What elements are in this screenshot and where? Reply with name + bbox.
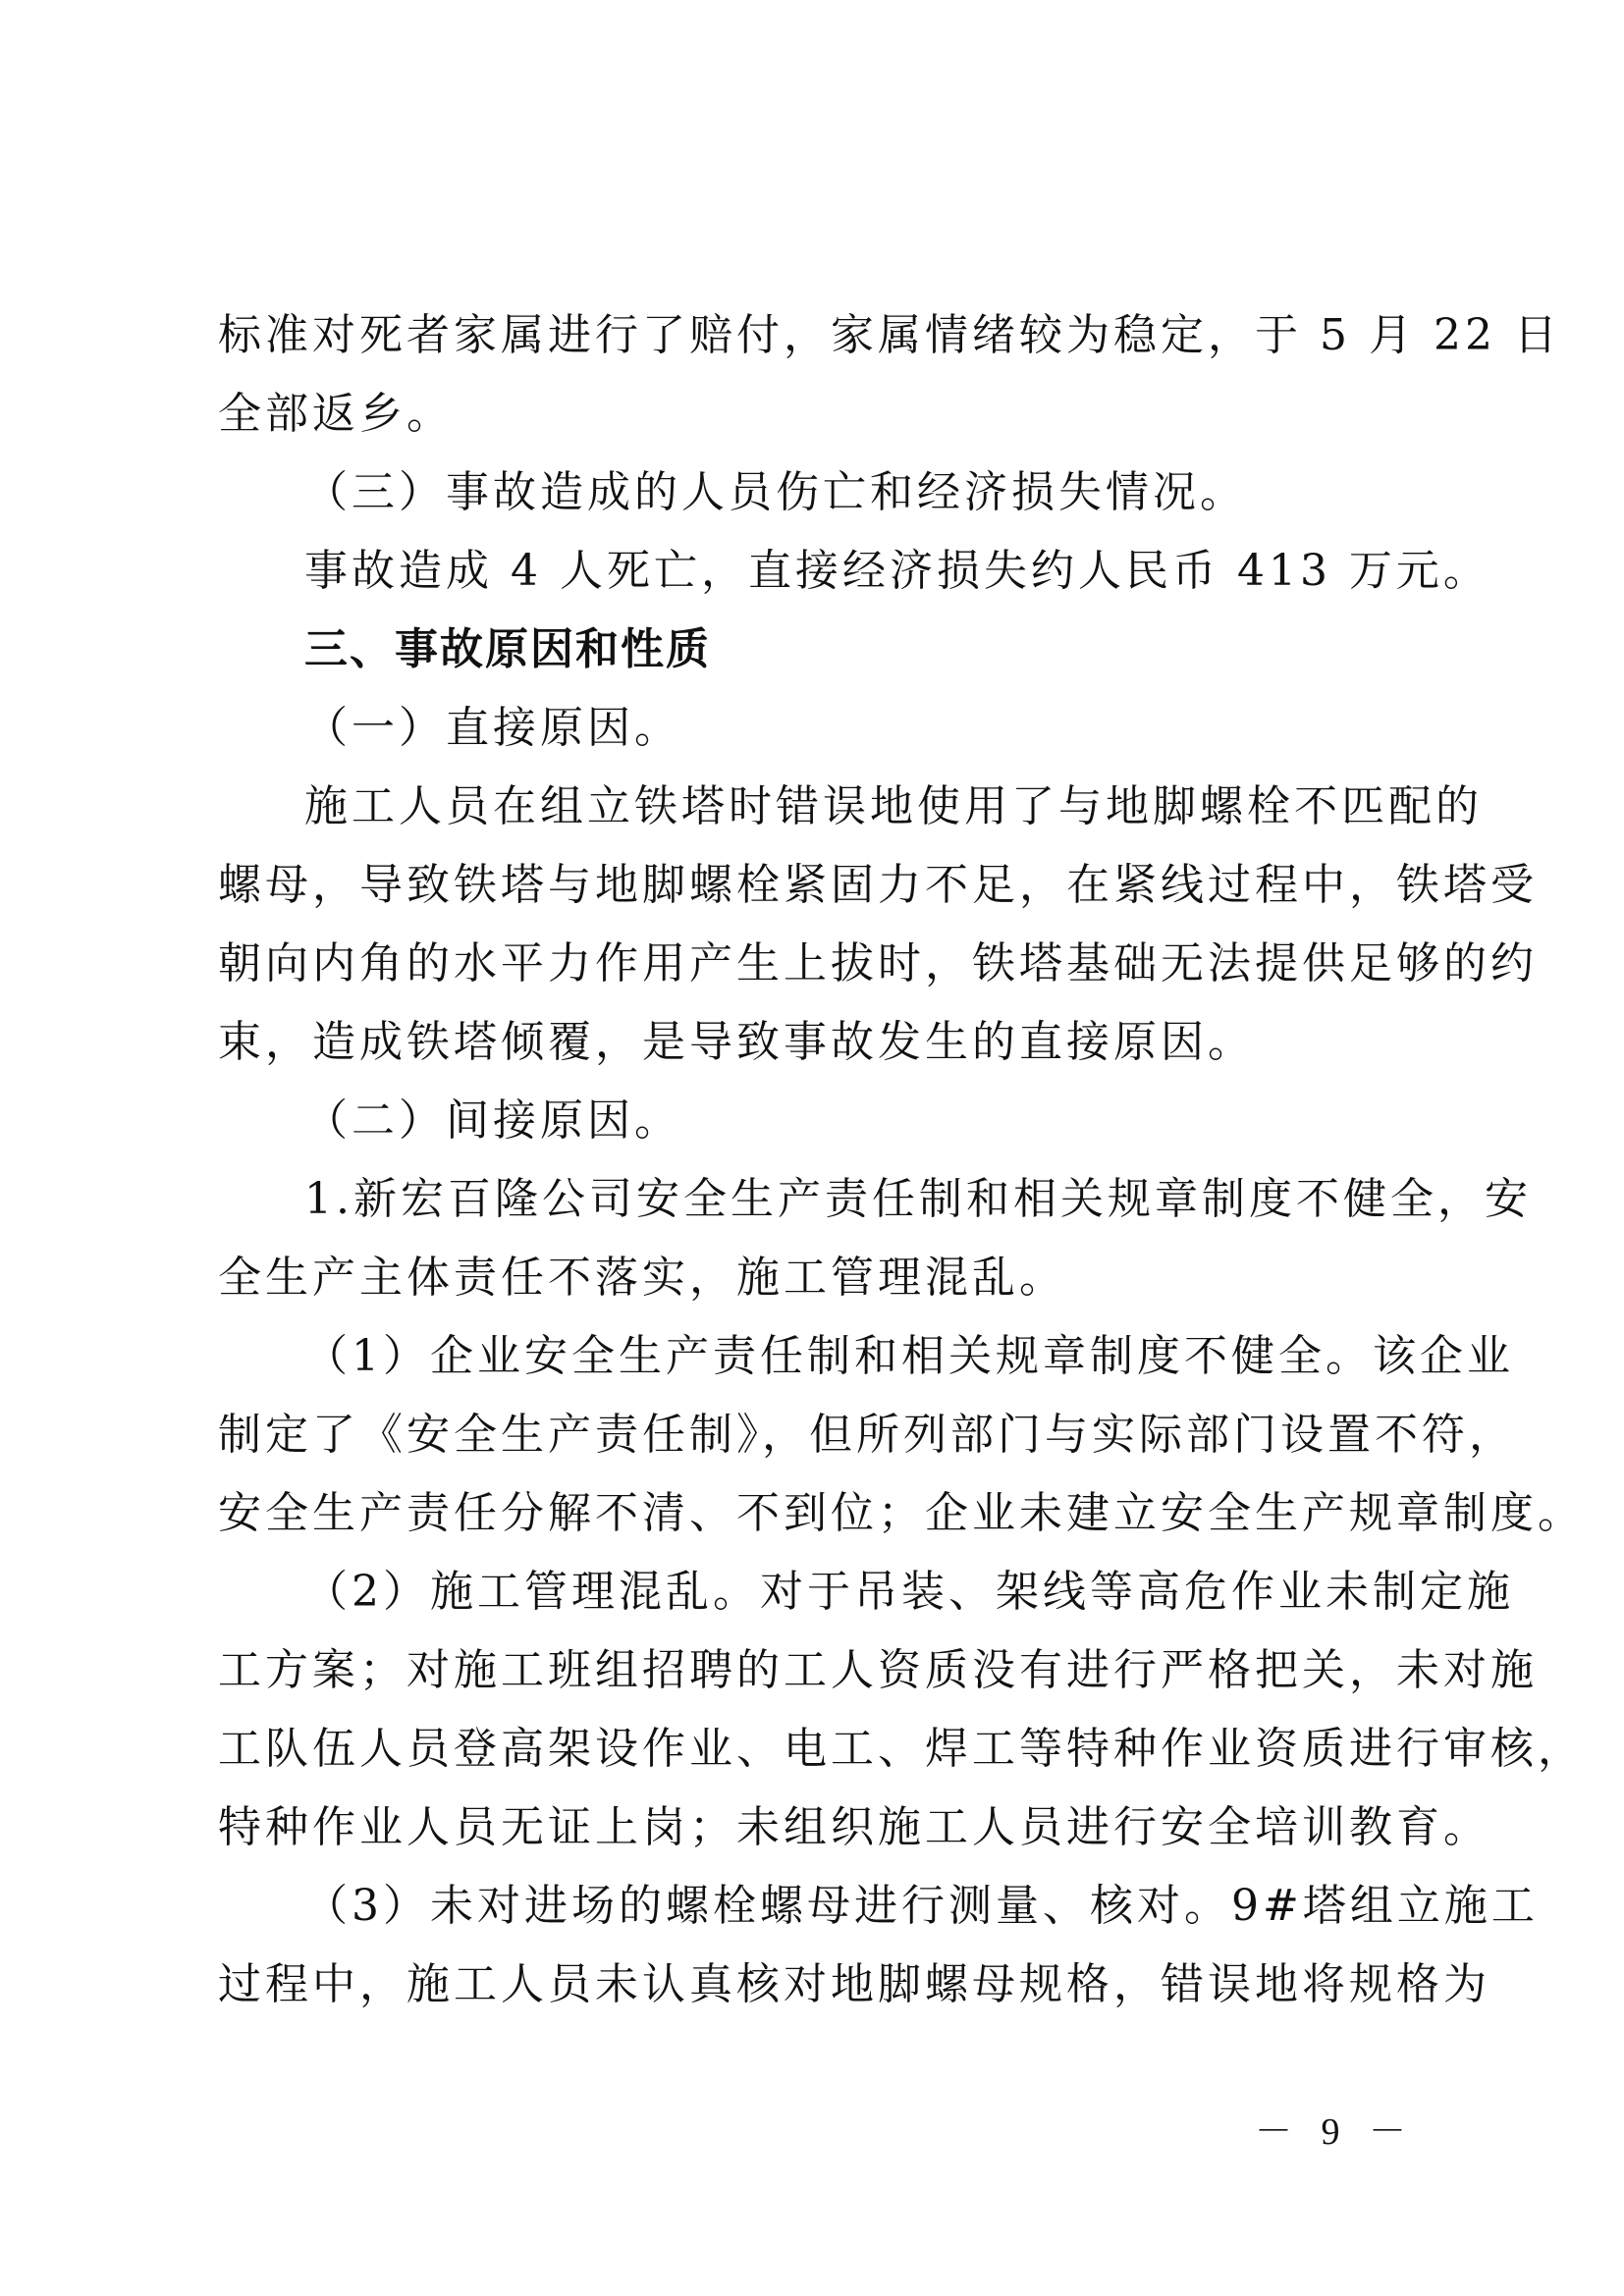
paragraph-line: 施工人员在组立铁塔时错误地使用了与地脚螺栓不匹配的 [304,781,1483,831]
paragraph-line: 工方案；对施工班组招聘的工人资质没有进行严格把关，未对施 [218,1645,1538,1695]
paragraph-line: 制定了《安全生产责任制》，但所列部门与实际部门设置不符， [218,1410,1516,1460]
paragraph-line: 束，造成铁塔倾覆，是导致事故发生的直接原因。 [218,1017,1255,1067]
section-subheading: （二）间接原因。 [304,1095,681,1146]
page-number: － 9 － [1254,2111,1416,2153]
paragraph-line: （3）未对进场的螺栓螺母进行测量、核对。9#塔组立施工 [304,1881,1539,1931]
paragraph-line: 全部返乡。 [218,389,454,439]
section-subheading: （一）直接原因。 [304,703,681,753]
paragraph-line: 安全生产责任分解不清、不到位；企业未建立安全生产规章制度。 [218,1488,1585,1538]
paragraph-line: 过程中，施工人员未认真核对地脚螺母规格，错误地将规格为 [218,1959,1490,2009]
paragraph-line: 特种作业人员无证上岗；未组织施工人员进行安全培训教育。 [218,1802,1490,1852]
section-subheading: （三）事故造成的人员伤亡和经济损失情况。 [304,467,1247,517]
paragraph-line: 螺母，导致铁塔与地脚螺栓紧固力不足，在紧线过程中，铁塔受 [218,860,1538,910]
document-body [218,296,1585,2024]
paragraph-line: 工队伍人员登高架设作业、电工、焊工等特种作业资质进行审核， [218,1724,1585,1774]
paragraph-line: 朝向内角的水平力作用产生上拔时，铁塔基础无法提供足够的约 [218,938,1538,988]
paragraph-line: （2）施工管理混乱。对于吊装、架线等高危作业未制定施 [304,1567,1514,1617]
paragraph-line: 事故造成 4 人死亡，直接经济损失约人民币 413 万元。 [304,546,1490,596]
paragraph-line: 1.新宏百隆公司安全生产责任制和相关规章制度不健全，安 [304,1174,1532,1224]
paragraph-line: 全生产主体责任不落实，施工管理混乱。 [218,1253,1066,1303]
section-heading: 三、事故原因和性质 [304,624,711,674]
paragraph-line: 标准对死者家属进行了赔付，家属情绪较为稳定，于 5 月 22 日 [218,310,1561,360]
paragraph-line: （1）企业安全生产责任制和相关规章制度不健全。该企业 [304,1331,1514,1381]
